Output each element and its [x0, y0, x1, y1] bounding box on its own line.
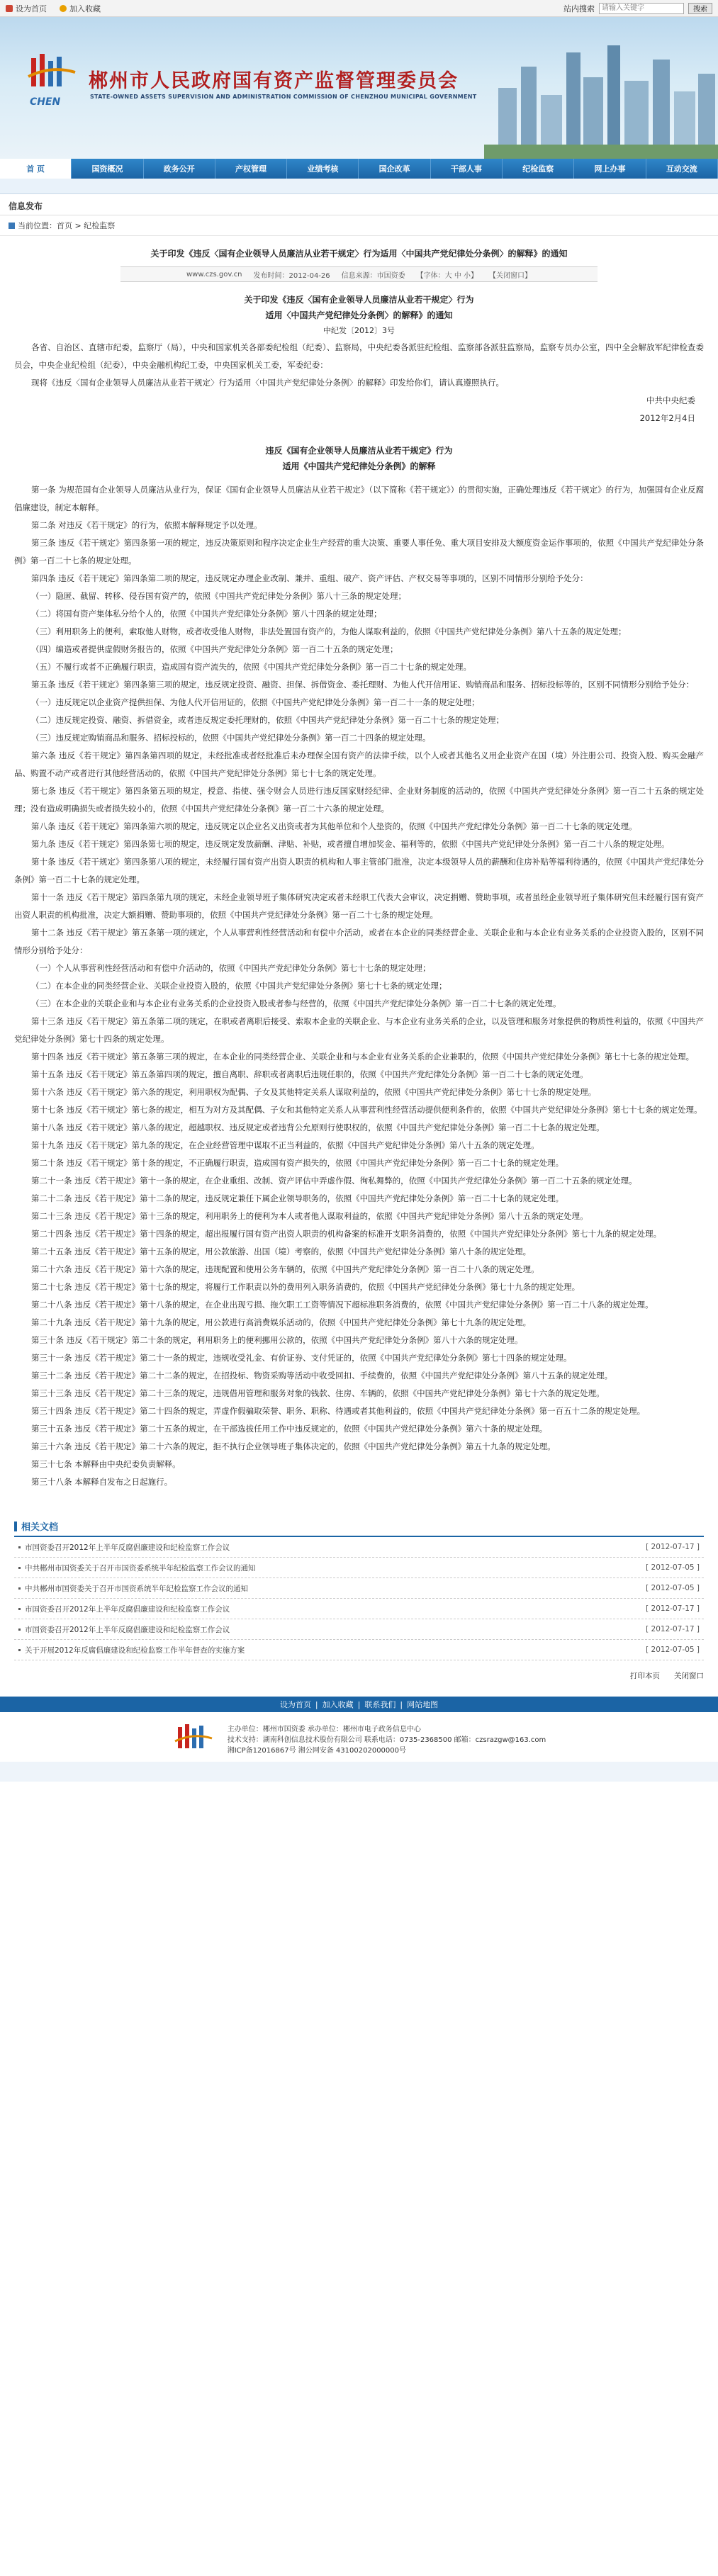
site-title: 郴州市人民政府国有资产监督管理委员会 — [89, 70, 459, 92]
article-paragraph: 第十六条 违反《若干规定》第六条的规定，利用职权为配偶、子女及其他特定关系人谋取利益的，依照《中国共产党纪律处分条例》第七十七条的规定处理。 — [31, 1087, 597, 1097]
article-paragraph: 第二十九条 违反《若干规定》第十九条的规定，用公款进行高消费娱乐活动的，依照《中国共产党纪律处分条例》第七十九条的规定处理。 — [31, 1317, 532, 1327]
article-paragraph: 第十二条 违反《若干规定》第五条第一项的规定，个人从事营利性经营活动和有偿中介活动，或者在本企业的同类经营企业、关联企业和与本企业有业务关系的企业投资入股的，区别不同情形分别给予处分： — [14, 928, 704, 955]
related-doc-item[interactable] — [14, 1640, 704, 1660]
search-label: 站内搜索 — [563, 4, 595, 13]
breadcrumb-text[interactable]: 当前位置：首页 > 纪检监察 — [18, 221, 116, 230]
section-title: 信息发布 — [0, 194, 718, 215]
article-actions — [14, 1670, 704, 1688]
article-paragraph: （三）违反规定购销商品和服务、招标投标的，依照《中国共产党纪律处分条例》第一百二十四条的规定处理。 — [31, 733, 431, 743]
star-icon — [60, 5, 67, 12]
article-paragraph: 第三十二条 违反《若干规定》第二十二条的规定，在招投标、物资采购等活动中收受回扣、手续费的，依照《中国共产党纪律处分条例》第八十五条的规定处理。 — [31, 1371, 613, 1380]
logo-text: CHEN — [30, 96, 61, 108]
article-paragraph: 第二十六条 违反《若干规定》第十六条的规定，违规配置和使用公务车辆的，依照《中国共产党纪律处分条例》第一百二十八条的规定处理。 — [31, 1264, 539, 1274]
nav-discipline[interactable]: 纪检监察 — [503, 159, 574, 179]
article-paragraph: 第三十一条 违反《若干规定》第二十一条的规定，违规收受礼金、有价证券、支付凭证的，依照《中国共产党纪律处分条例》第七十四条的规定处理。 — [31, 1353, 572, 1363]
article-paragraph: （五）不履行或者不正确履行职责，造成国有资产流失的，依照《中国共产党纪律处分条例》第一百二十七条的规定处理。 — [31, 662, 471, 672]
article-paragraphs — [14, 481, 704, 1491]
meta-source: 信息来源：市国资委 — [341, 271, 405, 280]
footer — [0, 1697, 718, 1782]
article-paragraph: 第九条 违反《若干规定》第四条第七项的规定，违反规定发放薪酬、津贴、补贴，或者擅自增加奖金、福利等的，依照《中国共产党纪律处分条例》第一百二十八条的规定处理。 — [31, 839, 670, 849]
body-title-line1: 违反《国有企业领导人员廉洁从业若干规定》行为 — [265, 446, 453, 456]
related-docs-list — [14, 1537, 704, 1660]
article-paragraph: 第十四条 违反《若干规定》第五条第三项的规定，在本企业的同类经营企业、关联企业和与本企业有业务关系的企业兼职的，依照《中国共产党纪律处分条例》第七十七条的规定处理。 — [31, 1052, 695, 1062]
article-paragraph: 第三十七条 本解释由中央纪委负责解释。 — [31, 1459, 181, 1469]
intro-paragraph-2: 现将《违反〈国有企业领导人员廉洁从业若干规定〉行为适用〈中国共产党纪律处分条例〉的解释》印发给你们，请认真遵照执行。 — [31, 378, 504, 388]
article-paragraph: 第二十三条 违反《若干规定》第十三条的规定，利用职务上的便利为本人或者他人谋取利益的，依照《中国共产党纪律处分条例》第八十五条的规定处理。 — [31, 1211, 588, 1221]
related-docs — [14, 1519, 704, 1660]
article-paragraph: （二）违反规定投资、融资、拆借资金，或者违反规定委托理财的，依照《中国共产党纪律处分条例》第一百二十七条的规定处理； — [31, 715, 504, 725]
meta-site: www.czs.gov.cn — [186, 270, 242, 279]
add-favorite-label: 加入收藏 — [69, 4, 101, 13]
footer-logo-icon — [172, 1723, 215, 1757]
footer-text — [228, 1724, 546, 1756]
footer-info — [0, 1712, 718, 1762]
footer-line-1: 主办单位：郴州市国资委 承办单位：郴州市电子政务信息中心 — [227, 1725, 421, 1733]
nav-public-affairs[interactable]: 政务公开 — [144, 159, 215, 179]
related-doc-date: [ 2012-07-05 ] — [646, 1646, 700, 1654]
footer-link-favorite[interactable]: 加入收藏 — [322, 1700, 354, 1709]
article-paragraph: 第二十五条 违反《若干规定》第十五条的规定，用公款旅游、出国（境）考察的，依照《中国共产党纪律处分条例》第八十条的规定处理。 — [31, 1247, 532, 1256]
article-paragraph: 第四条 违反《若干规定》第四条第二项的规定，违反规定办理企业改制、兼并、重组、破产、资产评估、产权交易等事项的，区别不同情形分别给予处分： — [31, 573, 588, 583]
article-title: 关于印发《违反〈国有企业领导人员廉洁从业若干规定〉行为适用〈中国共产党纪律处分条例〉的解释》的通知 — [150, 249, 568, 259]
article-paragraph: （四）编造或者提供虚假财务报告的，依照《中国共产党纪律处分条例》第一百二十五条的规定处理； — [31, 644, 398, 654]
body-title-line2: 适用《中国共产党纪律处分条例》的解释 — [282, 461, 436, 471]
related-doc-date: [ 2012-07-17 ] — [646, 1604, 700, 1613]
article-paragraph: 第十条 违反《若干规定》第四条第八项的规定，未经履行国有资产出资人职责的机构和人事主管部门批准，决定本级领导人员的薪酬和住房补贴等福利待遇的，依照《中国共产党纪律处分条例》第一百二十七条的规定处理。 — [14, 857, 704, 884]
header-banner — [0, 17, 718, 159]
related-doc-title[interactable]: 市国资委召开2012年上半年反腐倡廉建设和纪检监察工作会议 — [18, 1604, 230, 1614]
related-doc-date: [ 2012-07-05 ] — [646, 1584, 700, 1592]
article-paragraph: 第三十八条 本解释自发布之日起施行。 — [31, 1477, 173, 1487]
article-paragraph: 第二十条 违反《若干规定》第十条的规定，不正确履行职责，造成国有资产损失的，依照《中国共产党纪律处分条例》第一百二十七条的规定处理。 — [31, 1158, 564, 1168]
related-doc-title[interactable]: 中共郴州市国资委关于召开市国资委系统半年纪检监察工作会议的通知 — [18, 1563, 256, 1573]
location-icon — [9, 223, 15, 229]
set-homepage-link[interactable] — [6, 3, 47, 14]
close-window-button[interactable]: 关闭窗口 — [674, 1672, 704, 1680]
article-paragraph: 第三十六条 违反《若干规定》第二十六条的规定，拒不执行企业领导班子集体决定的，依照《中国共产党纪律处分条例》第五十九条的规定处理。 — [31, 1441, 556, 1451]
footer-link-home[interactable]: 设为首页 — [279, 1700, 311, 1709]
article-paragraph: 第三十条 违反《若干规定》第二十条的规定，利用职务上的便利挪用公款的，依照《中国共产党纪律处分条例》第八十六条的规定处理。 — [31, 1335, 523, 1345]
footer-line-3: 湘ICP备12016867号 湘公网安备 43100202000000号 — [227, 1746, 407, 1755]
footer-line-2: 技术支持：湖南科创信息技术股份有限公司 联系电话：0735-2368500 邮箱：czsrazgw@163.com — [227, 1736, 546, 1744]
add-favorite-link[interactable] — [60, 3, 101, 14]
section-bar-icon — [14, 1522, 17, 1531]
article — [0, 236, 718, 1491]
footer-nav: 设为首页 | 加入收藏 | 联系我们 | 网站地图 — [0, 1697, 718, 1712]
intro-paragraph: 各省、自治区、直辖市纪委，监察厅（局），中央和国家机关各部委纪检组（纪委）、监察局，中央纪委各派驻纪检组、监察部各派驻监察局，监察专员办公室，四中全会解放军纪律检查委员会，中央企业纪检组（纪委），中央金融机构纪工委，中央国家机关工委，军委纪委： — [14, 342, 704, 370]
font-size-control[interactable]: 【字体：大 中 小】 — [416, 271, 478, 280]
article-paragraph: 第二十八条 违反《若干规定》第十八条的规定，在企业出现亏损、拖欠职工工资等情况下超标准职务消费的，依照《中国共产党纪律处分条例》第一百二十八条的规定处理。 — [31, 1300, 654, 1310]
related-doc-item[interactable] — [14, 1599, 704, 1619]
set-homepage-label: 设为首页 — [16, 4, 47, 13]
related-doc-title[interactable]: 关于开展2012年反腐倡廉建设和纪检监察工作半年督查的实施方案 — [18, 1645, 245, 1655]
search-button[interactable]: 搜索 — [688, 3, 712, 14]
article-paragraph: 第二条 对违反《若干规定》的行为，依照本解释规定予以处理。 — [31, 520, 262, 530]
related-doc-date: [ 2012-07-17 ] — [646, 1625, 700, 1633]
article-paragraph: 第十三条 违反《若干规定》第五条第二项的规定，在职或者离职后接受、索取本企业的关联企业、与本企业有业务关系的企业，以及管理和服务对象提供的物质性利益的，依照《中国共产党纪律处分条例》第七十四条的规定处理。 — [14, 1016, 704, 1044]
nav-reform[interactable]: 国企改革 — [359, 159, 430, 179]
breadcrumb — [0, 215, 718, 236]
article-paragraph: 第三十四条 违反《若干规定》第二十四条的规定，弄虚作假骗取荣誉、职务、职称、待遇或者其他利益的，依照《中国共产党纪律处分条例》第一百五十二条的规定处理。 — [31, 1406, 646, 1416]
site-search — [563, 3, 712, 14]
article-paragraph: （一）隐匿、截留、转移、侵吞国有资产的，依照《中国共产党纪律处分条例》第八十三条的规定处理； — [31, 591, 406, 601]
article-paragraph: 第三十三条 违反《若干规定》第二十三条的规定，违规借用管理和服务对象的钱款、住房、车辆的，依照《中国共产党纪律处分条例》第七十六条的规定处理。 — [31, 1388, 605, 1398]
nav-property[interactable]: 产权管理 — [215, 159, 287, 179]
related-doc-date: [ 2012-07-05 ] — [646, 1563, 700, 1572]
sign-date: 2012年2月4日 — [639, 413, 695, 423]
article-paragraph: 第十一条 违反《若干规定》第四条第九项的规定，未经企业领导班子集体研究决定或者未经职工代表大会审议，决定捐赠、赞助事项，或者虽经企业领导班子集体研究但未经履行国有资产出资人职责的机构批准，决定大额捐赠、赞助事项的，依照《中国共产党纪律处分条例》第一百二十七条的规定处理。 — [14, 892, 704, 920]
article-paragraph: 第三十五条 违反《若干规定》第二十五条的规定，在干部选拔任用工作中违反规定的，依照《中国共产党纪律处分条例》第六十条的规定处理。 — [31, 1424, 548, 1434]
nav-interaction[interactable]: 互动交流 — [646, 159, 718, 179]
meta-close-window[interactable]: 【关闭窗口】 — [489, 271, 532, 280]
related-doc-item[interactable] — [14, 1619, 704, 1640]
article-paragraph: 第六条 违反《若干规定》第四条第四项的规定，未经批准或者经批准后未办理保全国有资产的法律手续，以个人或者其他名义用企业资产在国（境）外注册公司、投资入股、购买金融产品、购置不动产或者进行其他经营活动的，依照《中国共产党纪律处分条例》第七十七条的规定处理。 — [14, 750, 704, 778]
related-doc-item[interactable] — [14, 1537, 704, 1558]
article-paragraph: 第三条 违反《若干规定》第四条第一项的规定，违反决策原则和程序决定企业生产经营的重大决策、重要人事任免、重大项目安排及大额度资金运作事项的，依照《中国共产党纪律处分条例》第一百二十七条的规定处理。 — [14, 538, 704, 566]
article-paragraph: 第十七条 违反《若干规定》第七条的规定，相互为对方及其配偶、子女和其他特定关系人从事营利性经营活动提供便利条件的，依照《中国共产党纪律处分条例》第七十七条的规定处理。 — [31, 1105, 702, 1115]
article-paragraph: 第五条 违反《若干规定》第四条第三项的规定，违反规定投资、融资、担保、拆借资金、委托理财、为他人代开信用证、购销商品和服务、招标投标等的，区别不同情形分别给予处分： — [31, 680, 695, 690]
article-body — [14, 282, 704, 1491]
search-input[interactable] — [599, 3, 684, 14]
article-paragraph: 第七条 违反《若干规定》第四条第五项的规定，授意、指使、强令财会人员进行违反国家财经纪律、企业财务制度的活动的，依照《中国共产党纪律处分条例》第一百二十五条的规定处理；没有造成明确损失或者损失较小的，依照《中国共产党纪律处分条例》第一百二十六条的规定处理。 — [14, 786, 704, 814]
nav-personnel[interactable]: 干部人事 — [431, 159, 503, 179]
article-paragraph: 第二十二条 违反《若干规定》第十二条的规定，违反规定兼任下属企业领导职务的，依照《中国共产党纪律处分条例》第一百二十七条的规定处理。 — [31, 1193, 564, 1203]
city-skyline-image — [484, 38, 718, 159]
related-doc-title[interactable]: 市国资委召开2012年上半年反腐倡廉建设和纪检监察工作会议 — [18, 1624, 230, 1635]
main-nav — [0, 159, 718, 179]
related-doc-item[interactable] — [14, 1578, 704, 1599]
article-paragraph: 第十五条 违反《若干规定》第五条第四项的规定，擅自离职、辞职或者离职后违规任职的，依照《中国共产党纪律处分条例》第一百二十七条的规定处理。 — [31, 1069, 588, 1079]
article-paragraph: 第十九条 违反《若干规定》第九条的规定，在企业经营管理中谋取不正当利益的，依照《中国共产党纪律处分条例》第八十五条的规定处理。 — [31, 1140, 539, 1150]
article-meta — [120, 266, 598, 282]
article-paragraph: 第一条 为规范国有企业领导人员廉洁从业行为，保证《国有企业领导人员廉洁从业若干规定》（以下简称《若干规定》）的贯彻实施，正确处理违反《若干规定》的行为，加强国有企业反腐倡廉建设，制定本解释。 — [14, 485, 704, 512]
nav-home[interactable]: 首 页 — [0, 159, 72, 179]
top-bar — [0, 0, 718, 17]
related-doc-item[interactable] — [14, 1558, 704, 1578]
nav-overview[interactable]: 国资概况 — [72, 159, 143, 179]
related-docs-header — [14, 1519, 704, 1537]
article-paragraph: （三）在本企业的关联企业和与本企业有业务关系的企业投资入股或者参与经营的，依照《中国共产党纪律处分条例》第一百二十七条的规定处理。 — [31, 999, 561, 1008]
article-paragraph: （一）违反规定以企业资产提供担保、为他人代开信用证的，依照《中国共产党纪律处分条例》第一百二十一条的规定处理； — [31, 697, 480, 707]
article-paragraph: 第十八条 违反《若干规定》第八条的规定，超越职权、违反规定或者违背公允原则行使职权的，依照《中国共产党纪律处分条例》第一百二十七条的规定处理。 — [31, 1123, 605, 1132]
related-doc-date: [ 2012-07-17 ] — [646, 1543, 700, 1551]
article-paragraph: 第二十一条 违反《若干规定》第十一条的规定，在企业重组、改制、资产评估中弄虚作假、徇私舞弊的，依照《中国共产党纪律处分条例》第一百二十五条的规定处理。 — [31, 1176, 637, 1186]
meta-date: 发布时间：2012-04-26 — [253, 271, 330, 280]
nav-online-service[interactable]: 网上办事 — [574, 159, 646, 179]
print-button[interactable]: 打印本页 — [630, 1672, 660, 1680]
nav-performance[interactable]: 业绩考核 — [287, 159, 359, 179]
footer-link-sitemap[interactable]: 网站地图 — [407, 1700, 439, 1709]
doc-title-line1: 关于印发《违反〈国有企业领导人员廉洁从业若干规定〉行为 — [244, 295, 474, 305]
related-doc-title[interactable]: 中共郴州市国资委关于召开市国资系统半年纪检监察工作会议的通知 — [18, 1583, 248, 1594]
article-paragraph: 第二十四条 违反《若干规定》第十四条的规定，超出报履行国有资产出资人职责的机构备案的标准开支职务消费的，依照《中国共产党纪律处分条例》第七十九条的规定处理。 — [31, 1229, 662, 1239]
article-paragraph: （一）个人从事营利性经营活动和有偿中介活动的，依照《中国共产党纪律处分条例》第七十七条的规定处理； — [31, 963, 431, 973]
home-icon — [6, 5, 13, 12]
footer-link-contact[interactable]: 联系我们 — [364, 1700, 396, 1709]
site-subtitle: STATE-OWNED ASSETS SUPERVISION AND ADMINISTRATION COMMISSION OF CHENZHOU MUNICIPAL GOVERNMENT — [90, 94, 477, 100]
sign-org: 中共中央纪委 — [646, 395, 695, 405]
related-docs-title: 相关文档 — [21, 1522, 59, 1533]
article-paragraph: （二）将国有资产集体私分给个人的，依照《中国共产党纪律处分条例》第八十四条的规定处理； — [31, 609, 382, 619]
sub-nav — [0, 179, 718, 194]
article-paragraph: （三）利用职务上的便利，索取他人财物，或者收受他人财物，非法处置国有资产的，为他人谋取利益的，依照《中国共产党纪律处分条例》第八十五条的规定处理； — [31, 626, 627, 636]
footer-bottom — [0, 1762, 718, 1782]
article-paragraph: （二）在本企业的同类经营企业、关联企业投资入股的，依照《中国共产党纪律处分条例》第七十七条的规定处理； — [31, 981, 447, 991]
doc-number: 中纪发〔2012〕3号 — [323, 326, 395, 335]
article-paragraph: 第八条 违反《若干规定》第四条第六项的规定，违反规定以企业名义出资或者为其他单位和个人垫资的，依照《中国共产党纪律处分条例》第一百二十七条的规定处理。 — [31, 821, 637, 831]
doc-title-line2: 适用〈中国共产党纪律处分条例〉的解释》的通知 — [265, 310, 453, 320]
article-paragraph: 第二十七条 违反《若干规定》第十七条的规定，将履行工作职责以外的费用列入职务消费的，依照《中国共产党纪律处分条例》第七十九条的规定处理。 — [31, 1282, 580, 1292]
related-doc-title[interactable]: 市国资委召开2012年上半年反腐倡廉建设和纪检监察工作会议 — [18, 1542, 230, 1553]
